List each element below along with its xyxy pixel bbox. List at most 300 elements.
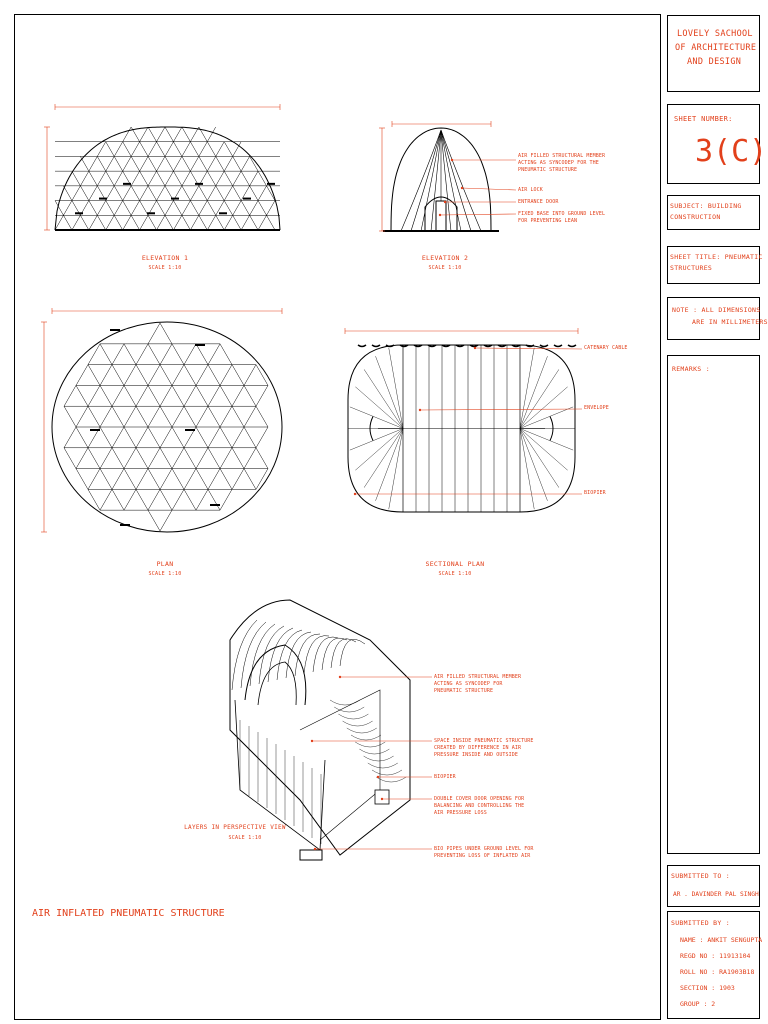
- elevation-1-strut: [148, 156, 156, 171]
- leader-p-space-dot: [311, 740, 313, 742]
- elevation-1-strut: [140, 186, 148, 201]
- plan-strut: [208, 365, 220, 386]
- plan-strut: [160, 365, 172, 386]
- plan-strut: [148, 344, 160, 365]
- elevation-1-strut: [97, 215, 105, 230]
- elevation-1-strut: [216, 156, 224, 171]
- elevation-1-strut: [173, 156, 181, 171]
- elevation-1-strut: [182, 201, 190, 216]
- elev2-note-air-member-3: PNEUMATIC STRUCTURE: [518, 167, 578, 173]
- elevation-1-strut: [233, 186, 241, 201]
- persp-rib: [268, 628, 293, 682]
- elevation-1-strut: [241, 201, 249, 216]
- elevation-1-strut: [165, 215, 173, 230]
- plan-strut: [100, 406, 112, 427]
- sectional-catenary: [554, 345, 562, 347]
- persp-rib: [331, 639, 356, 668]
- persp-shell-line: [334, 707, 364, 712]
- elevation-1-strut: [258, 171, 266, 186]
- elevation-1-strut: [97, 171, 105, 186]
- elevation-1-strut: [182, 171, 190, 186]
- elevation-1-strut: [233, 215, 241, 230]
- plan-strut: [64, 385, 76, 406]
- elevation-1-strut: [106, 156, 114, 171]
- persp-rib: [322, 638, 347, 670]
- leader-catenary: [475, 348, 582, 349]
- plan-strut: [136, 365, 148, 386]
- elevation-1-strut: [173, 142, 181, 157]
- plan-strut: [232, 365, 244, 386]
- plan-strut: [172, 427, 184, 448]
- leader-entrance-dot: [444, 201, 446, 203]
- plan-strut: [184, 406, 196, 427]
- leader-p-door-dot: [381, 798, 383, 800]
- sectional-catenary: [358, 345, 366, 347]
- elevation-1-strut: [157, 201, 165, 216]
- persp-door-box: [375, 790, 389, 804]
- elevation-1-strut: [199, 156, 207, 171]
- persp-shell-line: [343, 721, 373, 726]
- sectional-fan: [520, 429, 573, 451]
- plan-strut: [64, 406, 76, 427]
- plan-strut: [244, 427, 256, 448]
- leader-fixed-base: [440, 214, 516, 215]
- persp-shell-line: [355, 742, 385, 747]
- plan-strut: [172, 385, 184, 406]
- plan-strut: [196, 448, 208, 469]
- elevation-2-rib: [401, 130, 441, 231]
- persp-shell-line: [368, 763, 398, 768]
- sectional-fan: [520, 387, 568, 429]
- leader-p-pipes-dot: [314, 848, 316, 850]
- plan-strut: [244, 406, 256, 427]
- sect-note-catenary: CATENARY CABLE: [584, 345, 628, 351]
- plan-strut: [124, 406, 136, 427]
- plan-strut: [160, 448, 172, 469]
- elevation-1-strut: [89, 186, 97, 201]
- elevation-1-strut: [89, 156, 97, 171]
- elevation-1-strut: [123, 201, 131, 216]
- sectional-fan: [389, 348, 403, 429]
- elevation-1-strut: [97, 156, 105, 171]
- elevation-1-strut: [182, 186, 190, 201]
- plan-strut: [184, 385, 196, 406]
- submitted-by-name: NAME : ANKIT SENGUPTA: [680, 936, 763, 944]
- elevation-1-strut: [165, 127, 173, 142]
- elevation-1-strut: [157, 186, 165, 201]
- elevation-1-strut: [173, 171, 181, 186]
- persp-rib: [313, 637, 338, 672]
- elevation-1-strut: [165, 156, 173, 171]
- sheet-title-line-1: SHEET TITLE: PNEUMATIC: [670, 253, 763, 261]
- elevation-1-strut: [114, 156, 122, 171]
- subject-line-2: CONSTRUCTION: [670, 213, 721, 221]
- plan-strut: [208, 427, 220, 448]
- persp-shell-line: [338, 714, 368, 719]
- elevation-1-strut: [114, 215, 122, 230]
- leader-p-biopier-dot: [377, 776, 379, 778]
- persp-shell-line: [347, 728, 377, 733]
- elevation-1-strut: [199, 201, 207, 216]
- plan-strut: [88, 365, 100, 386]
- elevation-1-strut: [106, 142, 114, 157]
- elevation-1-strut: [97, 201, 105, 216]
- plan-strut: [76, 385, 88, 406]
- plan-strut: [172, 406, 184, 427]
- plan-strut: [160, 427, 172, 448]
- elevation-1-strut: [80, 171, 88, 186]
- elevation-2-title: ELEVATION 2: [421, 254, 469, 262]
- plan-strut: [88, 489, 100, 510]
- elevation-1-strut: [123, 142, 131, 157]
- plan-strut: [124, 489, 136, 510]
- elevation-1-strut: [89, 201, 97, 216]
- elevation-1-strut: [199, 186, 207, 201]
- elevation-1-strut: [216, 215, 224, 230]
- elevation-2-scale: SCALE 1:10: [428, 265, 462, 271]
- elevation-1-strut: [123, 156, 131, 171]
- leader-envelope: [420, 409, 582, 410]
- plan-strut: [160, 469, 172, 490]
- leader-air-lock-dot: [461, 187, 463, 189]
- plan-strut: [100, 365, 112, 386]
- elevation-1-strut: [241, 171, 249, 186]
- elevation-1-strut: [106, 186, 114, 201]
- elevation-1-strut: [207, 201, 215, 216]
- elevation-1-strut: [233, 201, 241, 216]
- elevation-1-strut: [190, 127, 198, 142]
- plan-drawing: [52, 322, 282, 532]
- elevation-1-strut: [207, 127, 215, 142]
- subject-line-1: SUBJECT: BUILDING: [670, 202, 742, 210]
- elevation-1-strut: [190, 186, 198, 201]
- elevation-1-strut: [140, 156, 148, 171]
- plan-strut: [196, 344, 208, 365]
- elevation-1-strut: [224, 186, 232, 201]
- plan-strut: [124, 385, 136, 406]
- plan-strut: [112, 427, 124, 448]
- elevation-1-strut: [131, 142, 139, 157]
- plan-strut: [148, 448, 160, 469]
- plan-strut: [172, 365, 184, 386]
- elevation-1-strut: [114, 201, 122, 216]
- plan-strut: [136, 406, 148, 427]
- plan-strut: [100, 427, 112, 448]
- plan-strut: [196, 469, 208, 490]
- plan-strut: [148, 427, 160, 448]
- elevation-1-strut: [123, 127, 131, 142]
- submitted-by-section: SECTION : 1903: [680, 984, 735, 992]
- elevation-1-strut: [216, 186, 224, 201]
- elevation-1-strut: [140, 171, 148, 186]
- plan-strut: [220, 365, 232, 386]
- elevation-1-strut: [258, 215, 266, 230]
- sectional-fan: [364, 429, 403, 488]
- elevation-1-strut: [72, 215, 80, 230]
- sectional-fan: [520, 369, 559, 428]
- elevation-1-strut: [216, 142, 224, 157]
- plan-strut: [148, 365, 160, 386]
- elevation-1-strut: [114, 142, 122, 157]
- sectional-fan: [520, 407, 573, 429]
- persp-note-air-member-3: PNEUMATIC STRUCTURE: [434, 688, 494, 694]
- elevation-1-strut: [182, 156, 190, 171]
- elevation-1-strut: [199, 127, 207, 142]
- elevation-1-strut: [267, 201, 275, 216]
- plan-strut: [112, 365, 124, 386]
- plan-strut: [184, 489, 196, 510]
- plan-strut: [220, 344, 232, 365]
- persp-pipe-box: [300, 850, 322, 860]
- plan-strut: [148, 489, 160, 510]
- elevation-1-strut: [258, 186, 266, 201]
- plan-strut: [208, 469, 220, 490]
- elevation-1-strut: [131, 186, 139, 201]
- elevation-1-strut: [190, 201, 198, 216]
- plan-strut: [88, 344, 100, 365]
- sectional-fan: [520, 429, 534, 510]
- plan-strut: [148, 385, 160, 406]
- elevation-1-strut: [123, 186, 131, 201]
- elevation-1-strut: [250, 215, 258, 230]
- school-name-line-3: AND DESIGN: [687, 57, 742, 67]
- elevation-1-strut: [148, 127, 156, 142]
- plan-strut: [100, 385, 112, 406]
- elevation-1-strut: [140, 201, 148, 216]
- sheet-number-label: SHEET NUMBER:: [674, 115, 733, 123]
- persp-shell-line: [351, 735, 381, 740]
- elevation-1-strut: [173, 215, 181, 230]
- plan-strut: [160, 385, 172, 406]
- persp-shell-line: [372, 770, 402, 775]
- remarks-label: REMARKS :: [672, 365, 710, 373]
- elevation-1-strut: [165, 171, 173, 186]
- elevation-1-strut: [190, 142, 198, 157]
- elev2-note-air-member-2: ACTING AS SYNCODEP FOR THE: [518, 160, 599, 166]
- sectional-fan: [520, 429, 568, 471]
- elevation-1-strut: [148, 215, 156, 230]
- dimension-lines: [41, 104, 578, 532]
- plan-strut: [256, 406, 268, 427]
- perspective-title: LAYERS IN PERSPECTIVE VIEW: [184, 824, 286, 831]
- leader-p-air-member-dot: [339, 676, 341, 678]
- plan-strut: [100, 344, 112, 365]
- plan-strut: [172, 489, 184, 510]
- sectional-fan: [350, 429, 403, 451]
- plan-strut: [124, 344, 136, 365]
- plan-strut: [160, 406, 172, 427]
- plan-strut: [100, 448, 112, 469]
- persp-note-space-2: CREATED BY DIFFERENCE IN AIR: [434, 745, 522, 751]
- plan-strut: [112, 448, 124, 469]
- plan-strut: [112, 406, 124, 427]
- persp-shell-line: [359, 749, 389, 754]
- elevation-1-strut: [123, 215, 131, 230]
- persp-rib: [232, 620, 257, 690]
- plan-strut: [256, 427, 268, 448]
- plan-strut: [64, 448, 76, 469]
- plan-strut: [100, 489, 112, 510]
- elevation-1-strut: [173, 201, 181, 216]
- elevation-1-strut: [157, 142, 165, 157]
- plan-strut: [124, 427, 136, 448]
- plan-strut: [148, 323, 160, 344]
- plan-strut: [256, 448, 268, 469]
- plan-strut: [220, 489, 232, 510]
- leader-envelope-dot: [419, 409, 421, 411]
- elevation-1-strut: [106, 201, 114, 216]
- plan-strut: [136, 489, 148, 510]
- elevation-1-strut: [165, 142, 173, 157]
- sectional-plan-title: SECTIONAL PLAN: [425, 560, 485, 568]
- elevation-1-strut: [233, 156, 241, 171]
- sectional-fan: [389, 429, 403, 510]
- plan-strut: [136, 427, 148, 448]
- plan-strut: [76, 448, 88, 469]
- leader-biopier-dot: [354, 493, 356, 495]
- leader-air-member-dot: [451, 159, 453, 161]
- persp-note-door-3: AIR PRESSURE LOSS: [434, 810, 487, 816]
- plan-strut: [196, 406, 208, 427]
- elevation-1-strut: [80, 186, 88, 201]
- plan-strut: [112, 469, 124, 490]
- sect-note-biopier: BIOPIER: [584, 490, 606, 496]
- sectional-catenary: [386, 345, 394, 347]
- plan-strut: [196, 385, 208, 406]
- elev2-note-fixed-base-1: FIXED BASE INTO GROUND LEVEL: [518, 211, 606, 217]
- elevation-1-strut: [224, 156, 232, 171]
- elevation-1-strut: [250, 171, 258, 186]
- sectional-catenary: [540, 345, 548, 347]
- persp-rib: [340, 639, 365, 666]
- elevation-1-strut: [224, 215, 232, 230]
- submitted-by-label: SUBMITTED BY :: [671, 919, 730, 927]
- plan-strut: [100, 469, 112, 490]
- elevation-1-strut: [157, 127, 165, 142]
- plan-strut: [244, 365, 256, 386]
- elevation-1-strut: [182, 142, 190, 157]
- plan-strut: [124, 469, 136, 490]
- submitted-by-group: GROUP : 2: [680, 1000, 716, 1008]
- submitted-to-name: AR . DAVINDER PAL SINGH: [673, 891, 759, 898]
- elevation-1-strut: [80, 215, 88, 230]
- sect-note-envelope: ENVELOPE: [584, 405, 609, 411]
- sectional-plan-drawing: [348, 345, 576, 512]
- plan-strut: [244, 448, 256, 469]
- persp-shell-line: [376, 777, 406, 782]
- sectional-fan: [520, 429, 559, 488]
- plan-strut: [172, 469, 184, 490]
- note-line-1: NOTE : ALL DIMENSIONS: [672, 306, 761, 314]
- elevation-1-strut: [157, 156, 165, 171]
- plan-strut: [136, 344, 148, 365]
- plan-strut: [184, 469, 196, 490]
- elevation-1-strut: [233, 171, 241, 186]
- elevation-2-door: [436, 201, 446, 231]
- sectional-fan: [520, 356, 548, 428]
- elevation-1-strut: [224, 142, 232, 157]
- sectional-fan: [376, 429, 404, 501]
- persp-note-door-2: BALANCING AND CONTROLLING THE: [434, 803, 525, 809]
- submitted-by-roll: ROLL NO : RA1903B18: [680, 968, 755, 976]
- sectional-fan: [355, 387, 403, 429]
- sectional-catenary: [568, 345, 576, 347]
- elevation-1-strut: [63, 201, 71, 216]
- elevation-1-strut: [207, 142, 215, 157]
- elevation-1-strut: [207, 156, 215, 171]
- elevation-1-strut: [173, 127, 181, 142]
- perspective-drawing: [230, 600, 410, 860]
- sheet-number: 3(C): [695, 134, 768, 169]
- persp-arch: [245, 645, 306, 705]
- elevation-1-drawing: [55, 127, 280, 230]
- persp-shell-line: [364, 756, 394, 761]
- leader-fixed-base-dot: [439, 214, 441, 216]
- persp-note-air-member-2: ACTING AS SYNCODEP FOR: [434, 681, 503, 687]
- elevation-1-strut: [131, 201, 139, 216]
- plan-strut: [184, 448, 196, 469]
- plan-strut: [220, 385, 232, 406]
- plan-strut: [208, 385, 220, 406]
- plan-strut: [76, 365, 88, 386]
- plan-strut: [124, 448, 136, 469]
- elevation-1-outline: [55, 127, 280, 230]
- elevation-1-strut: [182, 215, 190, 230]
- elevation-1-strut: [241, 215, 249, 230]
- plan-strut: [172, 344, 184, 365]
- plan-strut: [160, 489, 172, 510]
- plan-strut: [196, 427, 208, 448]
- plan-strut: [124, 365, 136, 386]
- sectional-fan: [376, 356, 404, 428]
- elevation-1-strut: [258, 201, 266, 216]
- persp-note-door-1: DOUBLE COVER DOOR OPENING FOR: [434, 796, 525, 802]
- plan-strut: [76, 406, 88, 427]
- elevation-1-strut: [207, 171, 215, 186]
- school-name-line-1: LOVELY SACHOOL: [677, 29, 753, 39]
- elevation-1-strut: [140, 215, 148, 230]
- persp-note-space-1: SPACE INSIDE PNEUMATIC STRUCTURE: [434, 738, 534, 744]
- elevation-1-strut: [157, 215, 165, 230]
- elevation-1-strut: [89, 171, 97, 186]
- elevation-1-strut: [250, 201, 258, 216]
- sectional-fan: [520, 348, 534, 429]
- elevation-1-strut: [182, 127, 190, 142]
- elevation-1-strut: [72, 171, 80, 186]
- persp-shell-line: [330, 700, 360, 705]
- elevation-1-strut: [190, 215, 198, 230]
- plan-strut: [76, 427, 88, 448]
- plan-strut: [220, 427, 232, 448]
- persp-rib: [304, 636, 329, 674]
- elevation-1-strut: [207, 215, 215, 230]
- plan-strut: [76, 469, 88, 490]
- elevation-1-strut: [106, 171, 114, 186]
- plan-strut: [184, 365, 196, 386]
- sectional-fan: [520, 429, 548, 501]
- sheet-caption: AIR INFLATED PNEUMATIC STRUCTURE: [32, 908, 225, 919]
- elevation-1-strut: [165, 201, 173, 216]
- plan-strut: [64, 427, 76, 448]
- elevation-1-strut: [131, 171, 139, 186]
- persp-note-biopipes-2: PREVENTING LOSS OF INFLATED AIR: [434, 853, 531, 859]
- plan-strut: [136, 385, 148, 406]
- perspective-scale: SCALE 1:10: [228, 835, 262, 841]
- elevation-1-strut: [63, 186, 71, 201]
- elev2-note-entrance-door: ENTRANCE DOOR: [518, 199, 559, 205]
- plan-strut: [148, 406, 160, 427]
- persp-note-air-member-1: AIR FILLED STRUCTURAL MEMBER: [434, 674, 522, 680]
